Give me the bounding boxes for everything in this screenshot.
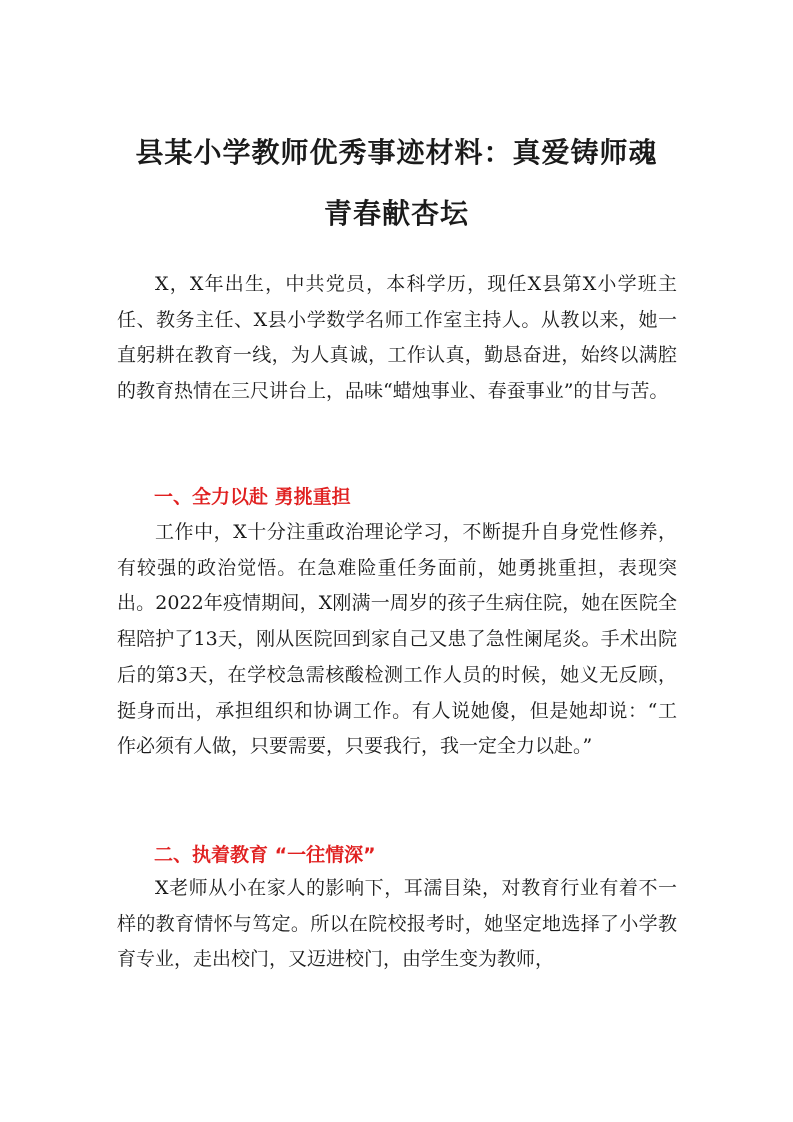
section-heading-2: 二、执着教育 “一往情深” xyxy=(154,844,376,866)
paragraph-intro: X，X年出生，中共党员，本科学历，现任X县第X小学班主任、教务主任、X县小学数学名师工作室主持人。从教以来，她一直躬耕在教育一线，为人真诚，工作认真，勤恳奋进，始终以满腔的教育热情在三尺讲台上，品味“蜡烛事业、春蚕事业”的甘与苦。 xyxy=(117,273,677,403)
section-heading-1: 一、全力以赴 勇挑重担 xyxy=(154,486,351,508)
paragraph-section-1: 工作中，X十分注重政治理论学习，不断提升自身党性修养，有较强的政治觉悟。在急难险重任务面前，她勇挑重担，表现突出。2022年疫情期间，X刚满一周岁的孩子生病住院，她在医院全程陪护了13天，刚从医院回到家自己又患了急性阑尾炎。手术出院后的第3天，在学校急需核酸检测工作人员的时候，她义无反顾，挺身而出，承担组织和协调工作。有人说她傻，但是她却说：“工作必须有人做，只要需要，只要我行，我一定全力以赴。” xyxy=(117,521,677,758)
document-title-line-2: 青春献杏坛 xyxy=(323,197,469,230)
document-title-line-1: 县某小学教师优秀事迹材料：真爱铸师魂 xyxy=(135,136,658,169)
paragraph-section-2: X老师从小在家人的影响下，耳濡目染，对教育行业有着不一样的教育情怀与笃定。所以在院校报考时，她坚定地选择了小学教育专业，走出校门，又迈进校门，由学生变为教师， xyxy=(117,877,677,971)
